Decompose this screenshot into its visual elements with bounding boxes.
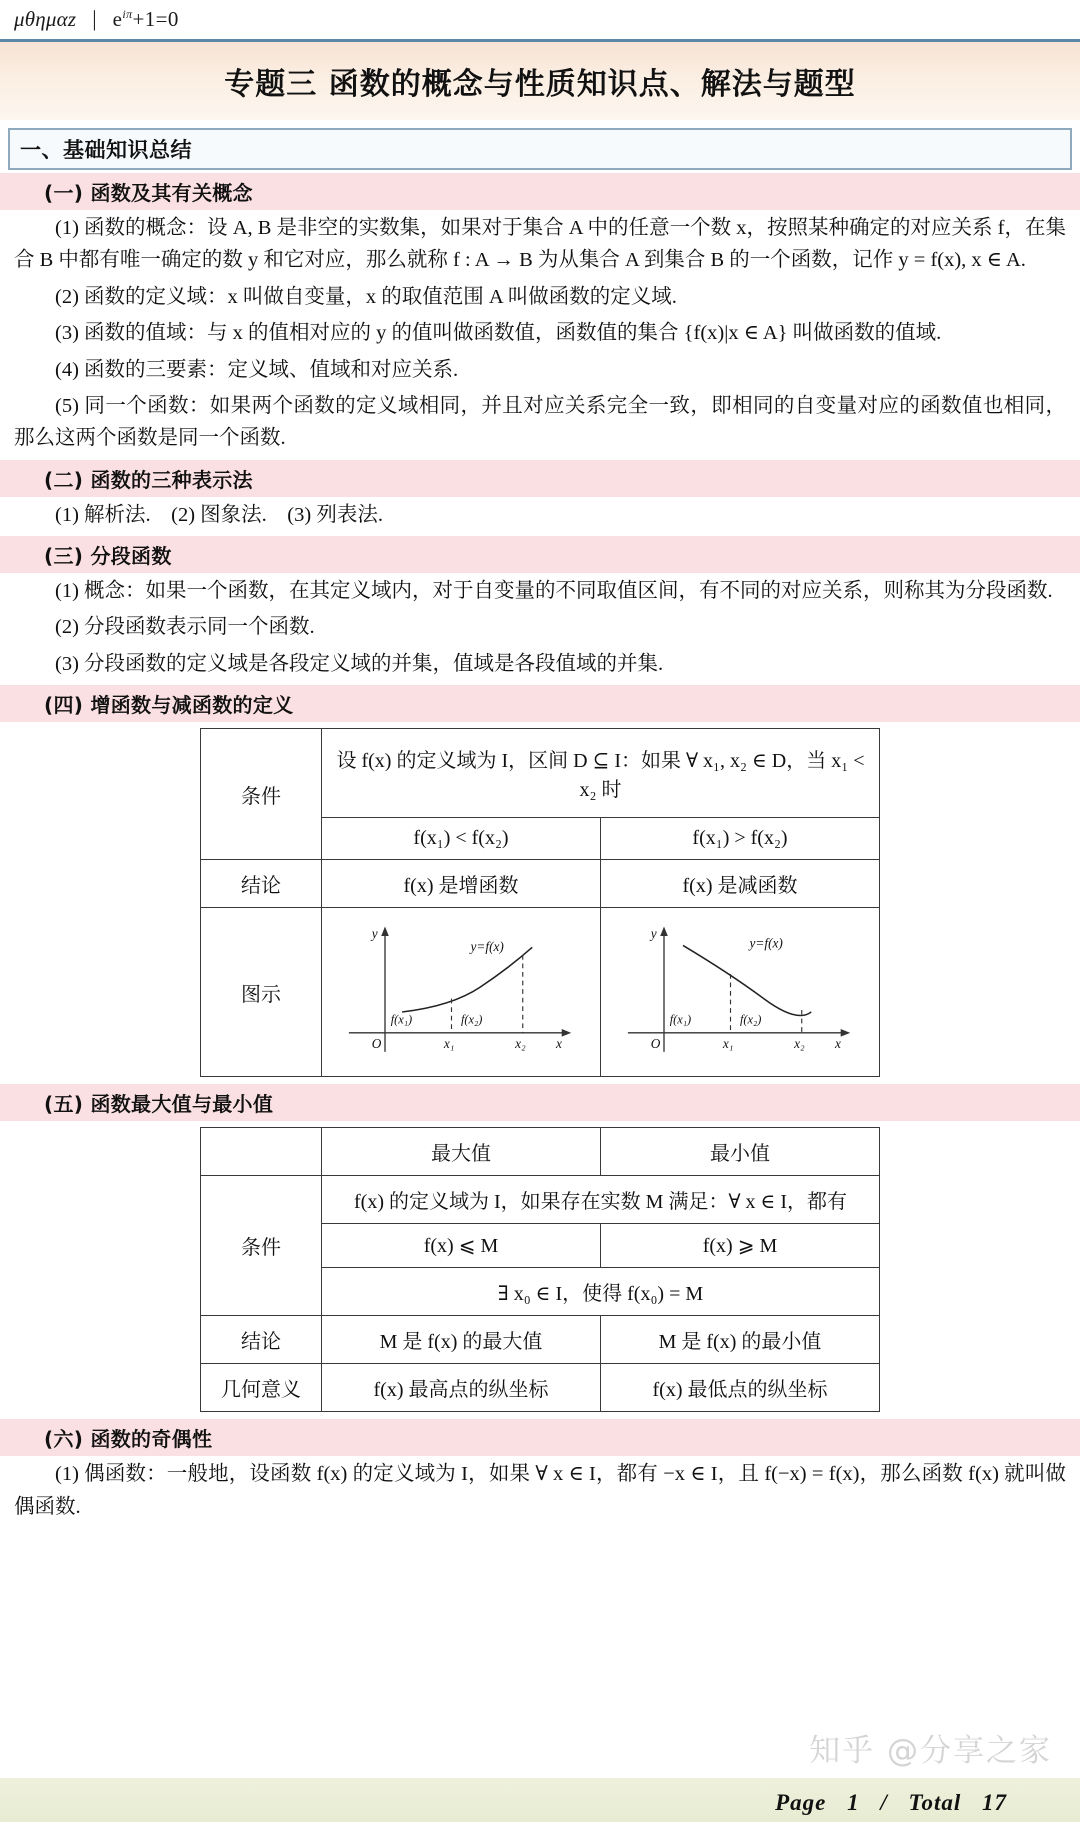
formula-tail: +1=0: [132, 7, 179, 31]
subsection-heading-2: [0, 460, 1080, 497]
subsection-label: (六) 函数的奇偶性: [44, 1427, 213, 1452]
header-row: [14, 0, 1066, 32]
section-heading-label: 一、基础知识总结: [20, 138, 192, 162]
subsection-heading-5: [0, 1084, 1080, 1121]
cell-graph-increasing: [322, 908, 601, 1077]
page-title: 专题三 函数的概念与性质知识点、解法与题型: [224, 67, 856, 102]
page-indicator: [768, 1790, 1014, 1816]
formula-base: e: [112, 7, 123, 31]
subsection-label: (一) 函数及其有关概念: [44, 181, 253, 205]
paragraph-1-3: (3) 函数的值域：与 x 的值相对应的 y 的值叫做函数值，函数值的集合 {f(x)|x ∈ A} 叫做函数的值域.: [55, 322, 942, 345]
header-separator: |: [92, 6, 97, 31]
svg-text:f(x₁): f(x₁): [390, 1012, 413, 1027]
svg-text:f(x₁): f(x₁): [669, 1012, 692, 1027]
svg-text:x: x: [835, 1036, 841, 1052]
cell-condition-increasing: f(x₁) < f(x₂): [322, 818, 601, 860]
subsection-heading-3: [0, 536, 1080, 573]
page-header: [0, 0, 1080, 42]
cell-geometric-label: 几何意义: [201, 1364, 322, 1412]
header-formula: [113, 7, 179, 32]
cell-graph-label: 图示: [201, 908, 322, 1077]
document-content: [0, 128, 1080, 1525]
monotonic-table-wrapper: [0, 722, 1080, 1081]
cell-column-header-min: 最小值: [601, 1128, 880, 1176]
subsection-heading-4: [0, 685, 1080, 722]
title-band: [0, 42, 1080, 120]
table-row: [201, 729, 880, 818]
extrema-definition-table: [200, 1127, 880, 1412]
paragraph-6-1: (1) 偶函数：一般地，设函数 f(x) 的定义域为 I，如果 ∀ x ∈ I，都有 −x ∈ I，且 f(−x) = f(x)，那么函数 f(x) 就叫做偶函数.: [14, 1463, 1066, 1518]
cell-exists-statement: ∃ x₀ ∈ I，使得 f(x₀) = M: [322, 1268, 880, 1316]
cell-conclusion-label: 结论: [201, 1316, 322, 1364]
extrema-table-wrapper: [0, 1121, 1080, 1416]
page-number: 1: [847, 1790, 860, 1815]
svg-text:f(x₂): f(x₂): [740, 1012, 762, 1027]
svg-text:f(x₂): f(x₂): [461, 1012, 483, 1027]
cell-condition-max: f(x) ⩽ M: [322, 1224, 601, 1268]
paragraph-3-3: (3) 分段函数的定义域是各段定义域的并集，值域是各段值域的并集.: [55, 652, 664, 675]
svg-text:x₁: x₁: [722, 1036, 734, 1052]
table-row: [201, 908, 880, 1077]
total-number: 17: [982, 1790, 1007, 1815]
cell-condition-decreasing: f(x₁) > f(x₂): [601, 818, 880, 860]
table-row: [201, 1176, 880, 1224]
table-row: [201, 860, 880, 908]
svg-text:x₂: x₂: [515, 1036, 526, 1052]
page-slash: /: [880, 1790, 888, 1815]
subsection-label: (五) 函数最大值与最小值: [44, 1092, 274, 1117]
svg-text:y=f(x): y=f(x): [470, 939, 504, 955]
subsection-heading-6: [0, 1419, 1080, 1456]
header-brand: μθημαz: [14, 7, 77, 31]
cell-condition-label: 条件: [201, 729, 322, 860]
formula-exponent: iπ: [122, 7, 133, 21]
cell-conclusion-decreasing: f(x) 是减函数: [601, 860, 880, 908]
page-footer: [0, 1733, 1080, 1822]
cell-corner-blank: [201, 1128, 322, 1176]
paragraph-1-5: (5) 同一个函数：如果两个函数的定义域相同，并且对应关系完全一致，即相同的自变量对应的函数值也相同，那么这两个函数是同一个函数.: [14, 394, 1066, 450]
cell-condition-min: f(x) ⩾ M: [601, 1224, 880, 1268]
paragraph-2-1: (1) 解析法. (2) 图象法. (3) 列表法.: [55, 503, 383, 526]
cell-conclusion-max: M 是 f(x) 的最大值: [322, 1316, 601, 1364]
section-heading-box: [8, 128, 1072, 170]
cell-condition-label: 条件: [201, 1176, 322, 1316]
paragraph-3-1: (1) 概念：如果一个函数，在其定义域内，对于自变量的不同取值区间，有不同的对应关系，则称其为分段函数.: [55, 580, 1053, 602]
monotonic-definition-table: [200, 728, 880, 1077]
paragraph-1-2: (2) 函数的定义域：x 叫做自变量，x 的取值范围 A 叫做函数的定义域.: [55, 285, 677, 308]
watermark-text: 知乎 @分享之家: [809, 1733, 1052, 1769]
cell-condition-text: 设 f(x) 的定义域为 I，区间 D ⊆ I：如果 ∀ x₁, x₂ ∈ D，当 x₁ < x₂ 时: [322, 729, 880, 818]
table-row: [201, 1364, 880, 1412]
cell-conclusion-label: 结论: [201, 860, 322, 908]
subsection-heading-1: [0, 173, 1080, 210]
table-row: [201, 1316, 880, 1364]
total-word: Total: [908, 1790, 962, 1815]
cell-graph-decreasing: [601, 908, 880, 1077]
paragraph-1-1: (1) 函数的概念：设 A, B 是非空的实数集，如果对于集合 A 中的任意一个数 x，按照某种确定的对应关系 f，在集合 B 中都有唯一确定的数 y 和它对应，那么就称 f : A → B 为从集合 A 到集合 B 的一个函数，记作 y = f(x), x ∈ A.: [14, 217, 1066, 272]
subsection-label: (三) 分段函数: [44, 544, 172, 568]
cell-geometric-min: f(x) 最低点的纵坐标: [601, 1364, 880, 1412]
cell-column-header-max: 最大值: [322, 1128, 601, 1176]
paragraph-1-4: (4) 函数的三要素：定义域、值域和对应关系.: [55, 358, 459, 381]
cell-condition-header: f(x) 的定义域为 I，如果存在实数 M 满足：∀ x ∈ I，都有: [322, 1176, 880, 1224]
cell-geometric-max: f(x) 最高点的纵坐标: [322, 1364, 601, 1412]
svg-text:x₂: x₂: [794, 1036, 805, 1052]
svg-text:y: y: [650, 925, 657, 941]
svg-text:O: O: [371, 1036, 382, 1052]
table-row: [201, 1128, 880, 1176]
cell-conclusion-min: M 是 f(x) 的最小值: [601, 1316, 880, 1364]
svg-text:O: O: [650, 1036, 661, 1052]
decreasing-function-graph: [607, 917, 873, 1067]
svg-text:y=f(x): y=f(x): [749, 935, 783, 951]
page-word: Page: [775, 1790, 827, 1815]
subsection-label: (二) 函数的三种表示法: [44, 467, 253, 492]
svg-text:x₁: x₁: [443, 1036, 455, 1052]
subsection-label: (四) 增函数与减函数的定义: [44, 693, 294, 718]
cell-conclusion-increasing: f(x) 是增函数: [322, 860, 601, 908]
svg-text:x: x: [556, 1036, 562, 1052]
paragraph-3-2: (2) 分段函数表示同一个函数.: [55, 616, 315, 639]
svg-text:y: y: [371, 925, 378, 941]
increasing-function-graph: [328, 917, 594, 1067]
